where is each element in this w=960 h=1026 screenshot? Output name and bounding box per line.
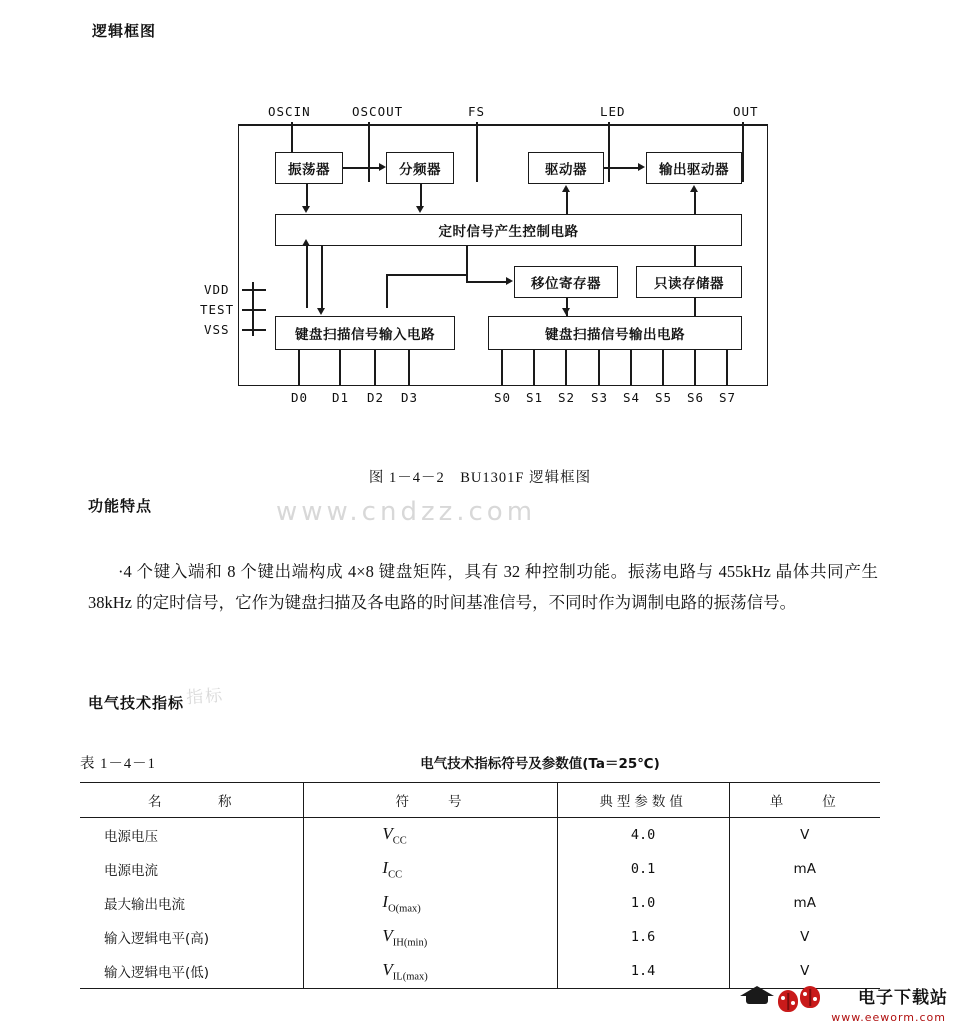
link-timing-shift-v: [466, 246, 468, 282]
chip-outline-top-dashed: [268, 124, 756, 126]
pin-label-s2: S2: [558, 390, 576, 405]
watermark-cndzz: www.cndzz.com: [276, 497, 537, 527]
feature-paragraph-text: ·4 个键入端和 8 个键出端构成 4×8 键盘矩阵，具有 32 种控制功能。振荡电路与 455kHz 晶体共同产生 38kHz 的定时信号，它作为键盘扫描及各电路的时间基准信号，不同时作为调制电路的振荡信号。: [88, 562, 878, 612]
table-caption: 电气技术指标符号及参数值(Ta＝25℃): [420, 756, 660, 772]
lead-d3: [408, 350, 410, 386]
cell-unit: V: [729, 818, 880, 853]
block-key-scan-output: 键盘扫描信号输出电路: [488, 316, 742, 350]
arrow-timing-keyin: [317, 308, 325, 315]
link-tap-horizontal: [386, 274, 466, 276]
watermark-secondary: 指标: [185, 685, 225, 709]
pin-label-s3: S3: [591, 390, 609, 405]
cell-symbol: $I_{O(max)}$: [304, 886, 557, 920]
link-rom-keyout: [694, 298, 696, 316]
section-heading-function-features: 功能特点: [88, 497, 153, 515]
link-timing-keyin-a: [306, 246, 308, 308]
link-timing-driver: [566, 192, 568, 214]
block-rom: 只读存储器: [636, 266, 742, 298]
pin-label-d3: D3: [401, 390, 419, 405]
lead-left-bus: [252, 282, 254, 336]
table-row: [80, 852, 880, 886]
pin-label-d0: D0: [291, 390, 309, 405]
pin-label-s4: S4: [623, 390, 641, 405]
block-key-scan-input: 键盘扫描信号输入电路: [275, 316, 455, 350]
pin-label-s7: S7: [719, 390, 737, 405]
feature-paragraph: [88, 556, 878, 618]
block-shift-register: 移位寄存器: [514, 266, 618, 298]
cell-typical-value: 4.0: [557, 818, 729, 853]
link-timing-output-driver: [694, 192, 696, 214]
arrow-osc-timing: [302, 206, 310, 213]
block-output-driver: 输出驱动器: [646, 152, 742, 184]
lead-s7: [726, 350, 728, 386]
cell-unit: mA: [729, 886, 880, 920]
lead-s6: [694, 350, 696, 386]
cell-unit: V: [729, 954, 880, 989]
lead-d0: [298, 350, 300, 386]
section-heading-electrical-specs: 电气技术指标: [88, 694, 185, 712]
lead-d1: [339, 350, 341, 386]
link-timing-keyin-b: [321, 246, 323, 308]
cell-typical-value: 0.1: [557, 852, 729, 886]
block-divider: 分频器: [386, 152, 454, 184]
table-header-name: 名 称: [80, 783, 304, 818]
pin-label-s5: S5: [655, 390, 673, 405]
table-header-row: [80, 783, 880, 818]
arrow-keyin-timing: [302, 239, 310, 246]
pin-label-fs: FS: [468, 104, 486, 119]
block-timing-control: 定时信号产生控制电路: [275, 214, 742, 246]
table-row: [80, 818, 880, 853]
cell-symbol: $V_{IL(max)}$: [304, 954, 557, 989]
lead-vdd: [242, 289, 266, 291]
cell-symbol: $V_{IH(min)}$: [304, 920, 557, 954]
table-header-typical-value: 典型参数值: [557, 783, 729, 818]
lead-s4: [630, 350, 632, 386]
arrow-timing-driver: [562, 185, 570, 192]
bug-mascot-icon: [778, 982, 832, 1012]
lead-s0: [501, 350, 503, 386]
cell-symbol: $I_{CC}$: [304, 852, 557, 886]
pin-label-test: TEST: [200, 302, 235, 317]
block-driver: 驱动器: [528, 152, 604, 184]
pin-label-out: OUT: [733, 104, 759, 119]
link-tap-keyin: [386, 274, 388, 308]
link-timing-rom: [694, 246, 696, 266]
arrow-timing-output-driver: [690, 185, 698, 192]
cell-parameter-name: 输入逻辑电平(低): [80, 954, 304, 989]
arrow-osc-divider: [379, 163, 386, 171]
logic-block-diagram: [0, 96, 960, 416]
cell-symbol: $V_{CC}$: [304, 818, 557, 853]
table-header-symbol: 符 号: [304, 783, 557, 818]
cell-parameter-name: 电源电流: [80, 852, 304, 886]
pin-label-oscin: OSCIN: [268, 104, 311, 119]
arrow-divider-timing: [416, 206, 424, 213]
lead-s5: [662, 350, 664, 386]
cell-unit: mA: [729, 852, 880, 886]
link-osc-timing: [306, 184, 308, 206]
arrow-shift-keyout: [562, 308, 570, 315]
pin-label-s6: S6: [687, 390, 705, 405]
lead-d2: [374, 350, 376, 386]
pin-label-d2: D2: [367, 390, 385, 405]
graduation-cap-base-icon: [746, 995, 768, 1004]
cell-typical-value: 1.0: [557, 886, 729, 920]
pin-label-d1: D1: [332, 390, 350, 405]
cell-parameter-name: 最大输出电流: [80, 886, 304, 920]
arrow-timing-shift: [506, 277, 513, 285]
pin-label-oscout: OSCOUT: [352, 104, 404, 119]
lead-test: [242, 309, 266, 311]
pin-label-s0: S0: [494, 390, 512, 405]
block-oscillator: 振荡器: [275, 152, 343, 184]
table-row: [80, 920, 880, 954]
cell-parameter-name: 电源电压: [80, 818, 304, 853]
arrow-driver-output: [638, 163, 645, 171]
figure-caption: 图 1－4－2 BU1301F 逻辑框图: [368, 470, 592, 486]
lead-s1: [533, 350, 535, 386]
link-driver-output: [604, 167, 638, 169]
footer-url: www.eeworm.com: [831, 1011, 946, 1024]
pin-label-vdd: VDD: [204, 282, 230, 297]
bug-icon-1: [778, 990, 798, 1012]
pin-label-led: LED: [600, 104, 626, 119]
cell-unit: V: [729, 920, 880, 954]
link-divider-timing: [420, 184, 422, 206]
pin-label-s1: S1: [526, 390, 544, 405]
cell-parameter-name: 输入逻辑电平(高): [80, 920, 304, 954]
pin-label-vss: VSS: [204, 322, 230, 337]
lead-vss: [242, 329, 266, 331]
link-osc-divider: [343, 167, 379, 169]
table-header-unit: 单 位: [729, 783, 880, 818]
section-heading-logic-diagram: 逻辑框图: [92, 22, 157, 40]
table-number: 表 1－4－1: [80, 756, 156, 772]
bug-icon-2: [800, 986, 820, 1008]
table-row: [80, 886, 880, 920]
lead-s3: [598, 350, 600, 386]
electrical-spec-table: [80, 782, 880, 989]
cell-typical-value: 1.6: [557, 920, 729, 954]
footer-logo: [660, 968, 960, 1026]
cell-typical-value: 1.4: [557, 954, 729, 989]
link-timing-shift-h: [466, 281, 506, 283]
lead-s2: [565, 350, 567, 386]
footer-site-name: 电子下载站: [858, 988, 948, 1008]
